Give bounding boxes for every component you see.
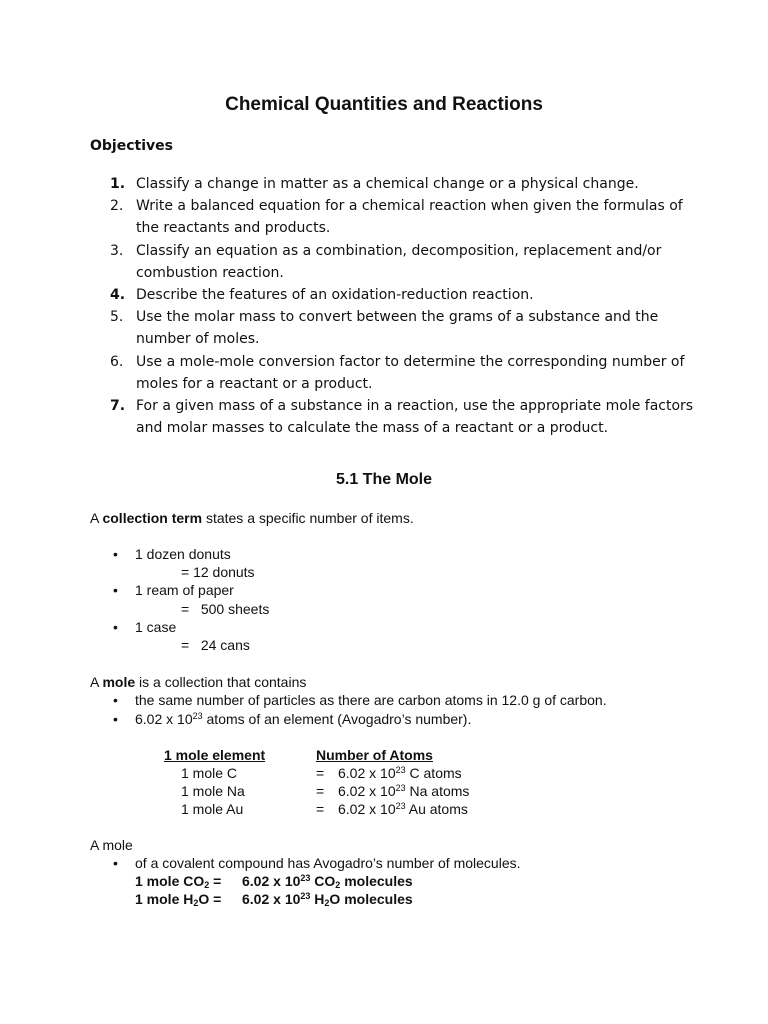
section-heading: 5.1 The Mole bbox=[335, 471, 433, 488]
objective-number: 2. bbox=[110, 198, 124, 215]
objective-text: For a given mass of a substance in a reaction, use the appropriate mole factors and molar masses to calculate the mass of a reactant or a product. bbox=[136, 398, 694, 437]
table-cell-element: 1 mole C bbox=[181, 765, 238, 781]
equation-rhs bbox=[242, 891, 413, 907]
objective-number: 1. bbox=[110, 176, 126, 192]
mole-covalent-intro: A mole bbox=[90, 837, 133, 853]
collection-item-label: 1 dozen donuts bbox=[135, 546, 231, 562]
mole-bullet-avogadro bbox=[135, 711, 471, 727]
equation-h2o bbox=[135, 891, 413, 908]
collection-suffix: states a specific number of items. bbox=[202, 510, 414, 526]
table-cell-equals: = bbox=[316, 801, 325, 817]
page-title: Chemical Quantities and Reactions bbox=[225, 94, 543, 115]
atoms-rest: Na atoms bbox=[405, 783, 470, 799]
objective-number: 6. bbox=[110, 353, 124, 370]
mole-definition-paragraph bbox=[90, 674, 306, 690]
objective-item bbox=[110, 351, 700, 395]
equation-rhs bbox=[242, 873, 413, 889]
atoms-exponent: 23 bbox=[395, 765, 406, 775]
bullet-icon: • bbox=[113, 619, 118, 635]
atoms-rest: C atoms bbox=[405, 765, 462, 781]
objective-item bbox=[110, 284, 700, 306]
objective-number: 3. bbox=[110, 242, 124, 259]
objective-number: 4. bbox=[110, 287, 126, 304]
collection-term-paragraph bbox=[90, 510, 414, 526]
collection-item-equivalence: = 12 donuts bbox=[181, 564, 255, 580]
objective-number: 5. bbox=[110, 309, 124, 326]
objective-item bbox=[110, 173, 700, 195]
objective-text: Classify a change in matter as a chemical change or a physical change. bbox=[136, 176, 639, 192]
equation-co2 bbox=[135, 873, 413, 890]
table-header-element: 1 mole element bbox=[164, 747, 266, 763]
collection-item-label: 1 ream of paper bbox=[135, 582, 234, 598]
equation-rhs-tail: molecules bbox=[340, 873, 413, 889]
atoms-exponent: 23 bbox=[395, 783, 406, 793]
equation-molecule: H bbox=[310, 891, 325, 907]
collection-prefix: A bbox=[90, 510, 103, 526]
atoms-base: 6.02 x 10 bbox=[338, 783, 396, 799]
objective-text: Write a balanced equation for a chemical reaction when given the formulas of the reactants and products. bbox=[136, 198, 683, 237]
collection-term: collection term bbox=[102, 510, 203, 526]
avogadro-rest: atoms of an element (Avogadro’s number). bbox=[202, 711, 472, 727]
equation-lhs: 1 mole CO bbox=[135, 873, 205, 889]
collection-item-equivalence: = 500 sheets bbox=[181, 601, 270, 617]
objective-text: Use a mole-mole conversion factor to determine the corresponding number of moles for a reactant or a product. bbox=[136, 353, 685, 392]
equation-lhs: 1 mole H bbox=[135, 891, 194, 907]
equation-subscript: 2 bbox=[324, 898, 330, 908]
table-cell-equals: = bbox=[316, 783, 325, 799]
equation-base: 6.02 x 10 bbox=[242, 873, 301, 889]
equation-exponent: 23 bbox=[300, 873, 311, 883]
atoms-rest: Au atoms bbox=[405, 801, 468, 817]
atoms-base: 6.02 x 10 bbox=[338, 765, 396, 781]
equation-lhs-tail: O = bbox=[198, 891, 222, 907]
objectives-list bbox=[110, 173, 700, 439]
avogadro-exponent: 23 bbox=[192, 711, 203, 721]
collection-item-label: 1 case bbox=[135, 619, 177, 635]
equation-rhs-tail: O molecules bbox=[329, 891, 413, 907]
table-cell-atoms bbox=[338, 783, 469, 799]
objective-item bbox=[110, 306, 700, 350]
table-cell-atoms bbox=[338, 801, 468, 817]
table-cell-atoms bbox=[338, 765, 462, 781]
equation-subscript: 2 bbox=[335, 880, 341, 890]
atoms-base: 6.02 x 10 bbox=[338, 801, 396, 817]
mole-bullet-carbon: the same number of particles as there are carbon atoms in 12.0 g of carbon. bbox=[135, 692, 607, 708]
table-cell-equals: = bbox=[316, 765, 325, 781]
bullet-icon: • bbox=[113, 546, 118, 562]
mole-term: mole bbox=[102, 674, 136, 690]
atoms-exponent: 23 bbox=[395, 801, 406, 811]
objective-item bbox=[110, 195, 700, 239]
mole-suffix: is a collection that contains bbox=[135, 674, 307, 690]
collection-item-equivalence: = 24 cans bbox=[181, 637, 250, 653]
table-cell-element: 1 mole Au bbox=[181, 801, 244, 817]
covalent-bullet: of a covalent compound has Avogadro’s number of molecules. bbox=[135, 855, 521, 871]
avogadro-base: 6.02 x 10 bbox=[135, 711, 193, 727]
equation-subscript: 2 bbox=[193, 898, 199, 908]
equation-subscript: 2 bbox=[204, 880, 210, 890]
objective-item bbox=[110, 240, 700, 284]
equation-base: 6.02 x 10 bbox=[242, 891, 301, 907]
objective-number: 7. bbox=[110, 398, 126, 415]
objective-text: Use the molar mass to convert between the grams of a substance and the number of moles. bbox=[136, 309, 659, 348]
equation-lhs-tail: = bbox=[209, 873, 222, 889]
bullet-icon: • bbox=[113, 711, 118, 727]
bullet-icon: • bbox=[113, 855, 118, 871]
equation-exponent: 23 bbox=[300, 891, 311, 901]
objective-item bbox=[110, 395, 700, 439]
table-cell-element: 1 mole Na bbox=[181, 783, 245, 799]
bullet-icon: • bbox=[113, 692, 118, 708]
equation-molecule: CO bbox=[310, 873, 336, 889]
bullet-icon: • bbox=[113, 582, 118, 598]
objective-text: Describe the features of an oxidation-reduction reaction. bbox=[136, 287, 534, 304]
objective-text: Classify an equation as a combination, decomposition, replacement and/or combustion reaction. bbox=[136, 242, 662, 281]
mole-prefix: A bbox=[90, 674, 103, 690]
objectives-heading: Objectives bbox=[90, 138, 173, 154]
table-header-atoms: Number of Atoms bbox=[316, 747, 433, 763]
